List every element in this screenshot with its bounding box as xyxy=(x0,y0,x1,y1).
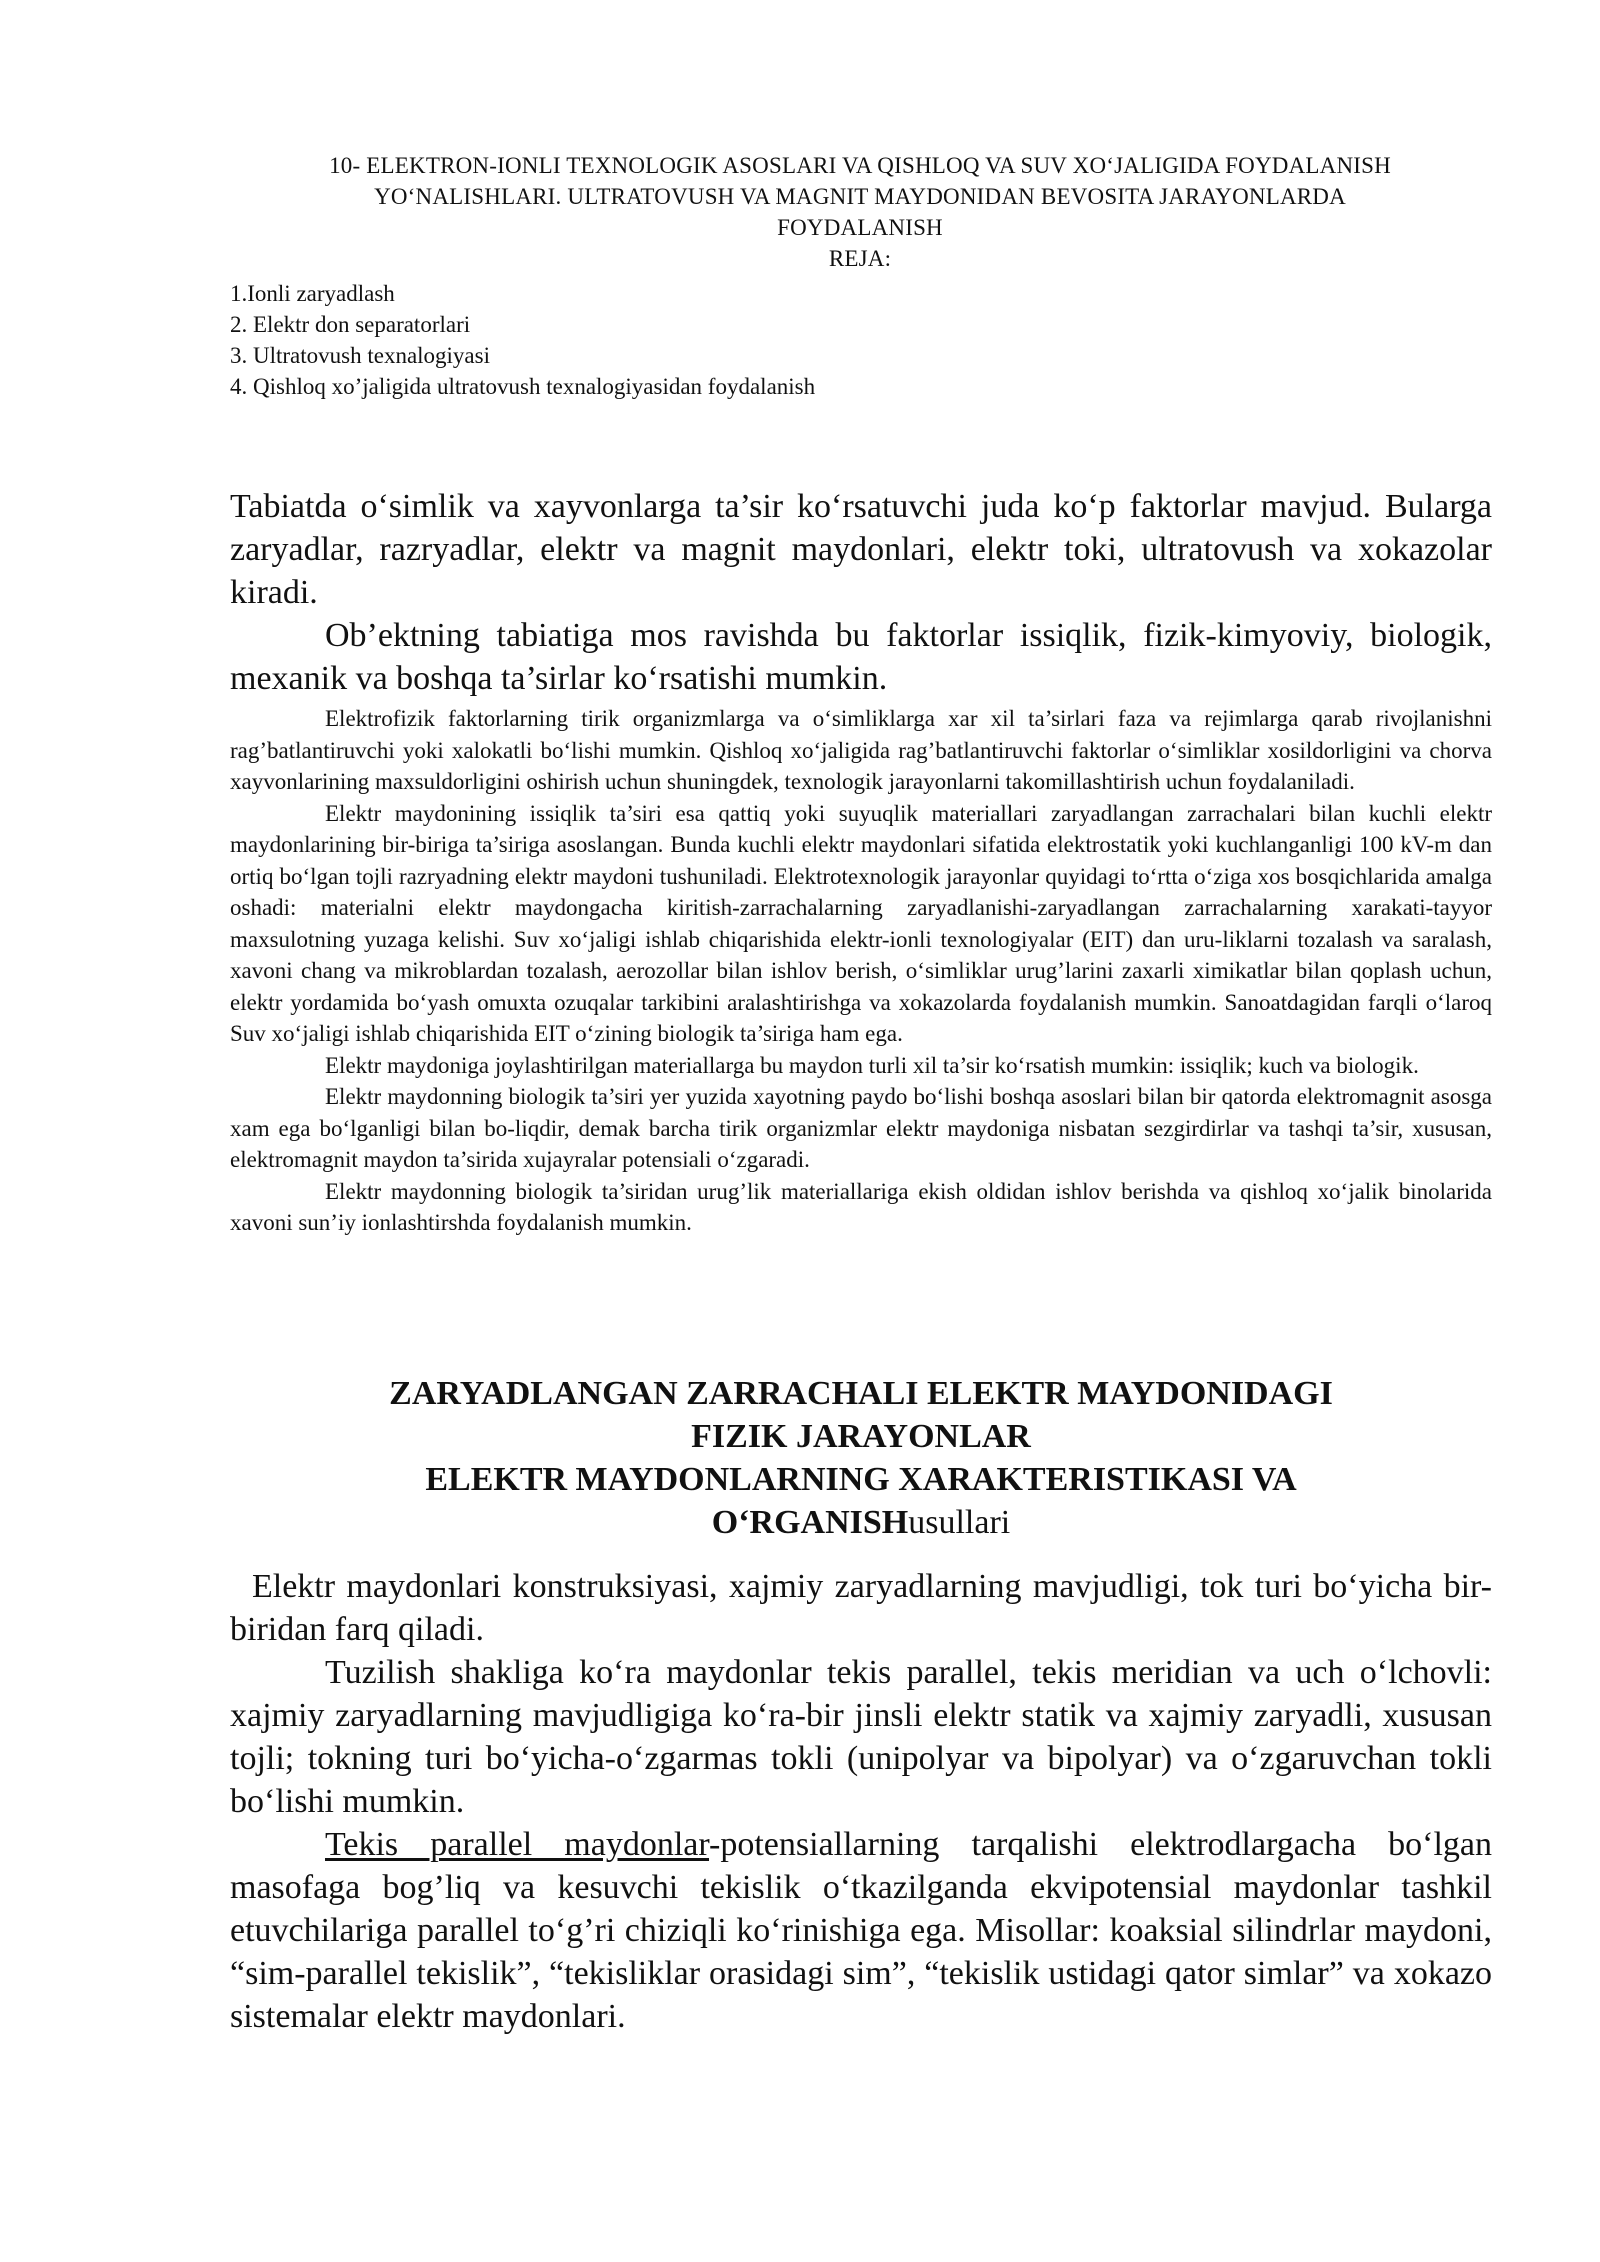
title-line-2: YO‘NALISHLARI. ULTRATOVUSH VA MAGNIT MAYDONIDAN BEVOSITA JARAYONLARDA xyxy=(374,184,1346,209)
body-paragraph-3: Elektr maydoniga joylashtirilgan materiallarga bu maydon turli xil ta’sir ko‘rsatish mumkin: issiqlik; kuch va biologik. xyxy=(325,1052,1419,1078)
section-title-line-4 xyxy=(230,1501,1492,1544)
title-line-3: FOYDALANISH xyxy=(777,215,943,240)
section-paragraph-3-text: -potensiallarning tarqalishi elektrodlargacha bo‘lgan masofaga bog’liq va kesuvchi tekislik o‘tkazilganda ekvipotensial maydonlar tashkil etuvchilariga parallel to‘g’ri chiziqli ko‘rinishiga ega. Misollar: koaksial silindrlar maydoni, “sim-parallel tekislik”, “tekisliklar orasidagi sim”, “tekislik ustidagi qator simlar” va xokazo sistemalar elektr maydonlari. xyxy=(230,1826,1492,2035)
body-section xyxy=(230,703,1492,1239)
plan-item-4: 4. Qishloq xo’jaligida ultratovush texnalogiyasidan foydalanish xyxy=(230,374,816,399)
plan-item-3: 3. Ultratovush texnalogiyasi xyxy=(230,343,490,368)
body-paragraph-5: Elektr maydonning biologik ta’siridan urug’lik materiallariga ekish oldidan ishlov berishda va qishloq xo‘jalik binolarida xavoni sun’iy ionlashtirshda foydalanish mumkin. xyxy=(230,1178,1492,1235)
section-body xyxy=(230,1565,1492,2038)
plan-label: REJA: xyxy=(828,246,892,271)
document-title xyxy=(200,150,1520,274)
intro-section xyxy=(230,485,1492,700)
section-paragraph-3 xyxy=(230,1823,1492,2038)
body-paragraph-1: Elektrofizik faktorlarning tirik organizmlarga va o‘simliklarga xar xil ta’sirlari faza va rejimlarga qarab rivojlanishni rag’batlantiruvchi yoki xalokatli bo‘lishi mumkin. Qishloq xo‘jaligida rag’batlantiruvchi faktorlar o‘simliklar xosildorligini va chorva xayvonlarining maxsuldorligini oshirish uchun shuningdek, texnologik jarayonlarni takomillashtirish uchun foydalaniladi. xyxy=(230,706,1492,794)
body-paragraph-2: Elektr maydonining issiqlik ta’siri esa qattiq yoki suyuqlik materiallari zaryadlangan zarrachalari bilan kuchli elektr maydonlarining bir-biriga ta’siriga asoslangan. Bunda kuchli elektr maydonlari sifatida elektrostatik yoki kuchlanganligi 100 kV-m dan ortiq bo‘lgan tojli razryadning elektr maydoni tushuniladi. Elektrotexnologik jarayonlar quyidagi to‘rtta o‘ziga xos bosqichlarida amalga oshadi: materialni elektr maydongacha kiritish-zarrachalarning zaryadlanishi-zaryadlangan zarrachalarning xarakati-tayyor maxsulotning yuzaga kelishi. Suv xo‘jaligi ishlab chiqarishida elektr-ionli texnologiyalar (EIT) dan uru-liklarni tozalash va saralash, xavoni chang va mikroblardan tozalash, aerozollar bilan ishlov berish, o‘simliklar urug’larini zaxarli ximikatlar bilan qoplash uchun, elektr yordamida bo‘yash omuxta ozuqalar tarkibini aralashtirishga va xokazolarda foydalanish mumkin. Sanoatdagidan farqli o‘laroq Suv xo‘jaligi ishlab chiqarishida EIT o‘zining biologik ta’siriga ham ega. xyxy=(230,800,1492,1046)
section-title-bold-part: O‘RGANISH xyxy=(711,1504,909,1541)
title-line-1: 10- ELEKTRON-IONLI TEXNOLOGIK ASOSLARI VA QISHLOQ VA SUV XO‘JALIGIDA FOYDALANISH xyxy=(329,153,1391,178)
intro-paragraph-1: Tabiatda o‘simlik va xayvonlarga ta’sir ko‘rsatuvchi juda ko‘p faktorlar mavjud. Bularga zaryadlar, razryadlar, elektr va magnit maydonlari, elektr toki, ultratovush va xokazolar kiradi. xyxy=(230,488,1492,611)
plan-item-1: 1.Ionli zaryadlash xyxy=(230,281,395,306)
section-title-line-3: ELEKTR MAYDONLARNING XARAKTERISTIKASI VA xyxy=(425,1461,1297,1498)
section-title-normal-part: usullari xyxy=(908,1504,1011,1541)
intro-paragraph-2: Ob’ektning tabiatiga mos ravishda bu faktorlar issiqlik, fizik-kimyoviy, biologik, mexanik va boshqa ta’sirlar ko‘rsatishi mumkin. xyxy=(230,617,1492,697)
body-paragraph-4: Elektr maydonning biologik ta’siri yer yuzida xayotning paydo bo‘lishi boshqa asoslari bilan bir qatorda elektromagnit asosga xam ega bo‘lganligi bilan bo-liqdir, demak barcha tirik organizmlar elektr maydoniga nisbatan sezgirdirlar va tashqi ta’sir, xususan, elektromagnit maydon ta’sirida xujayralar potensiali o‘zgaradi. xyxy=(230,1084,1492,1172)
section-title xyxy=(230,1372,1492,1544)
underlined-term: Tekis parallel maydonlar xyxy=(325,1826,710,1863)
section-title-line-1: ZARYADLANGAN ZARRACHALI ELEKTR MAYDONIDAGI xyxy=(389,1375,1333,1412)
section-paragraph-1: Elektr maydonlari konstruksiyasi, xajmiy zaryadlarning mavjudligi, tok turi bo‘yicha bir-biridan farq qiladi. xyxy=(230,1568,1492,1648)
plan-list xyxy=(230,278,815,402)
section-title-line-2: FIZIK JARAYONLAR xyxy=(691,1418,1031,1455)
plan-item-2: 2. Elektr don separatorlari xyxy=(230,312,471,337)
section-paragraph-2: Tuzilish shakliga ko‘ra maydonlar tekis parallel, tekis meridian va uch o‘lchovli: xajmiy zaryadlarning mavjudligiga ko‘ra-bir jinsli elektr statik va xajmiy zaryadli, xususan tojli; tokning turi bo‘yicha-o‘zgarmas tokli (unipolyar va bipolyar) va o‘zgaruvchan tokli bo‘lishi mumkin. xyxy=(230,1654,1492,1820)
